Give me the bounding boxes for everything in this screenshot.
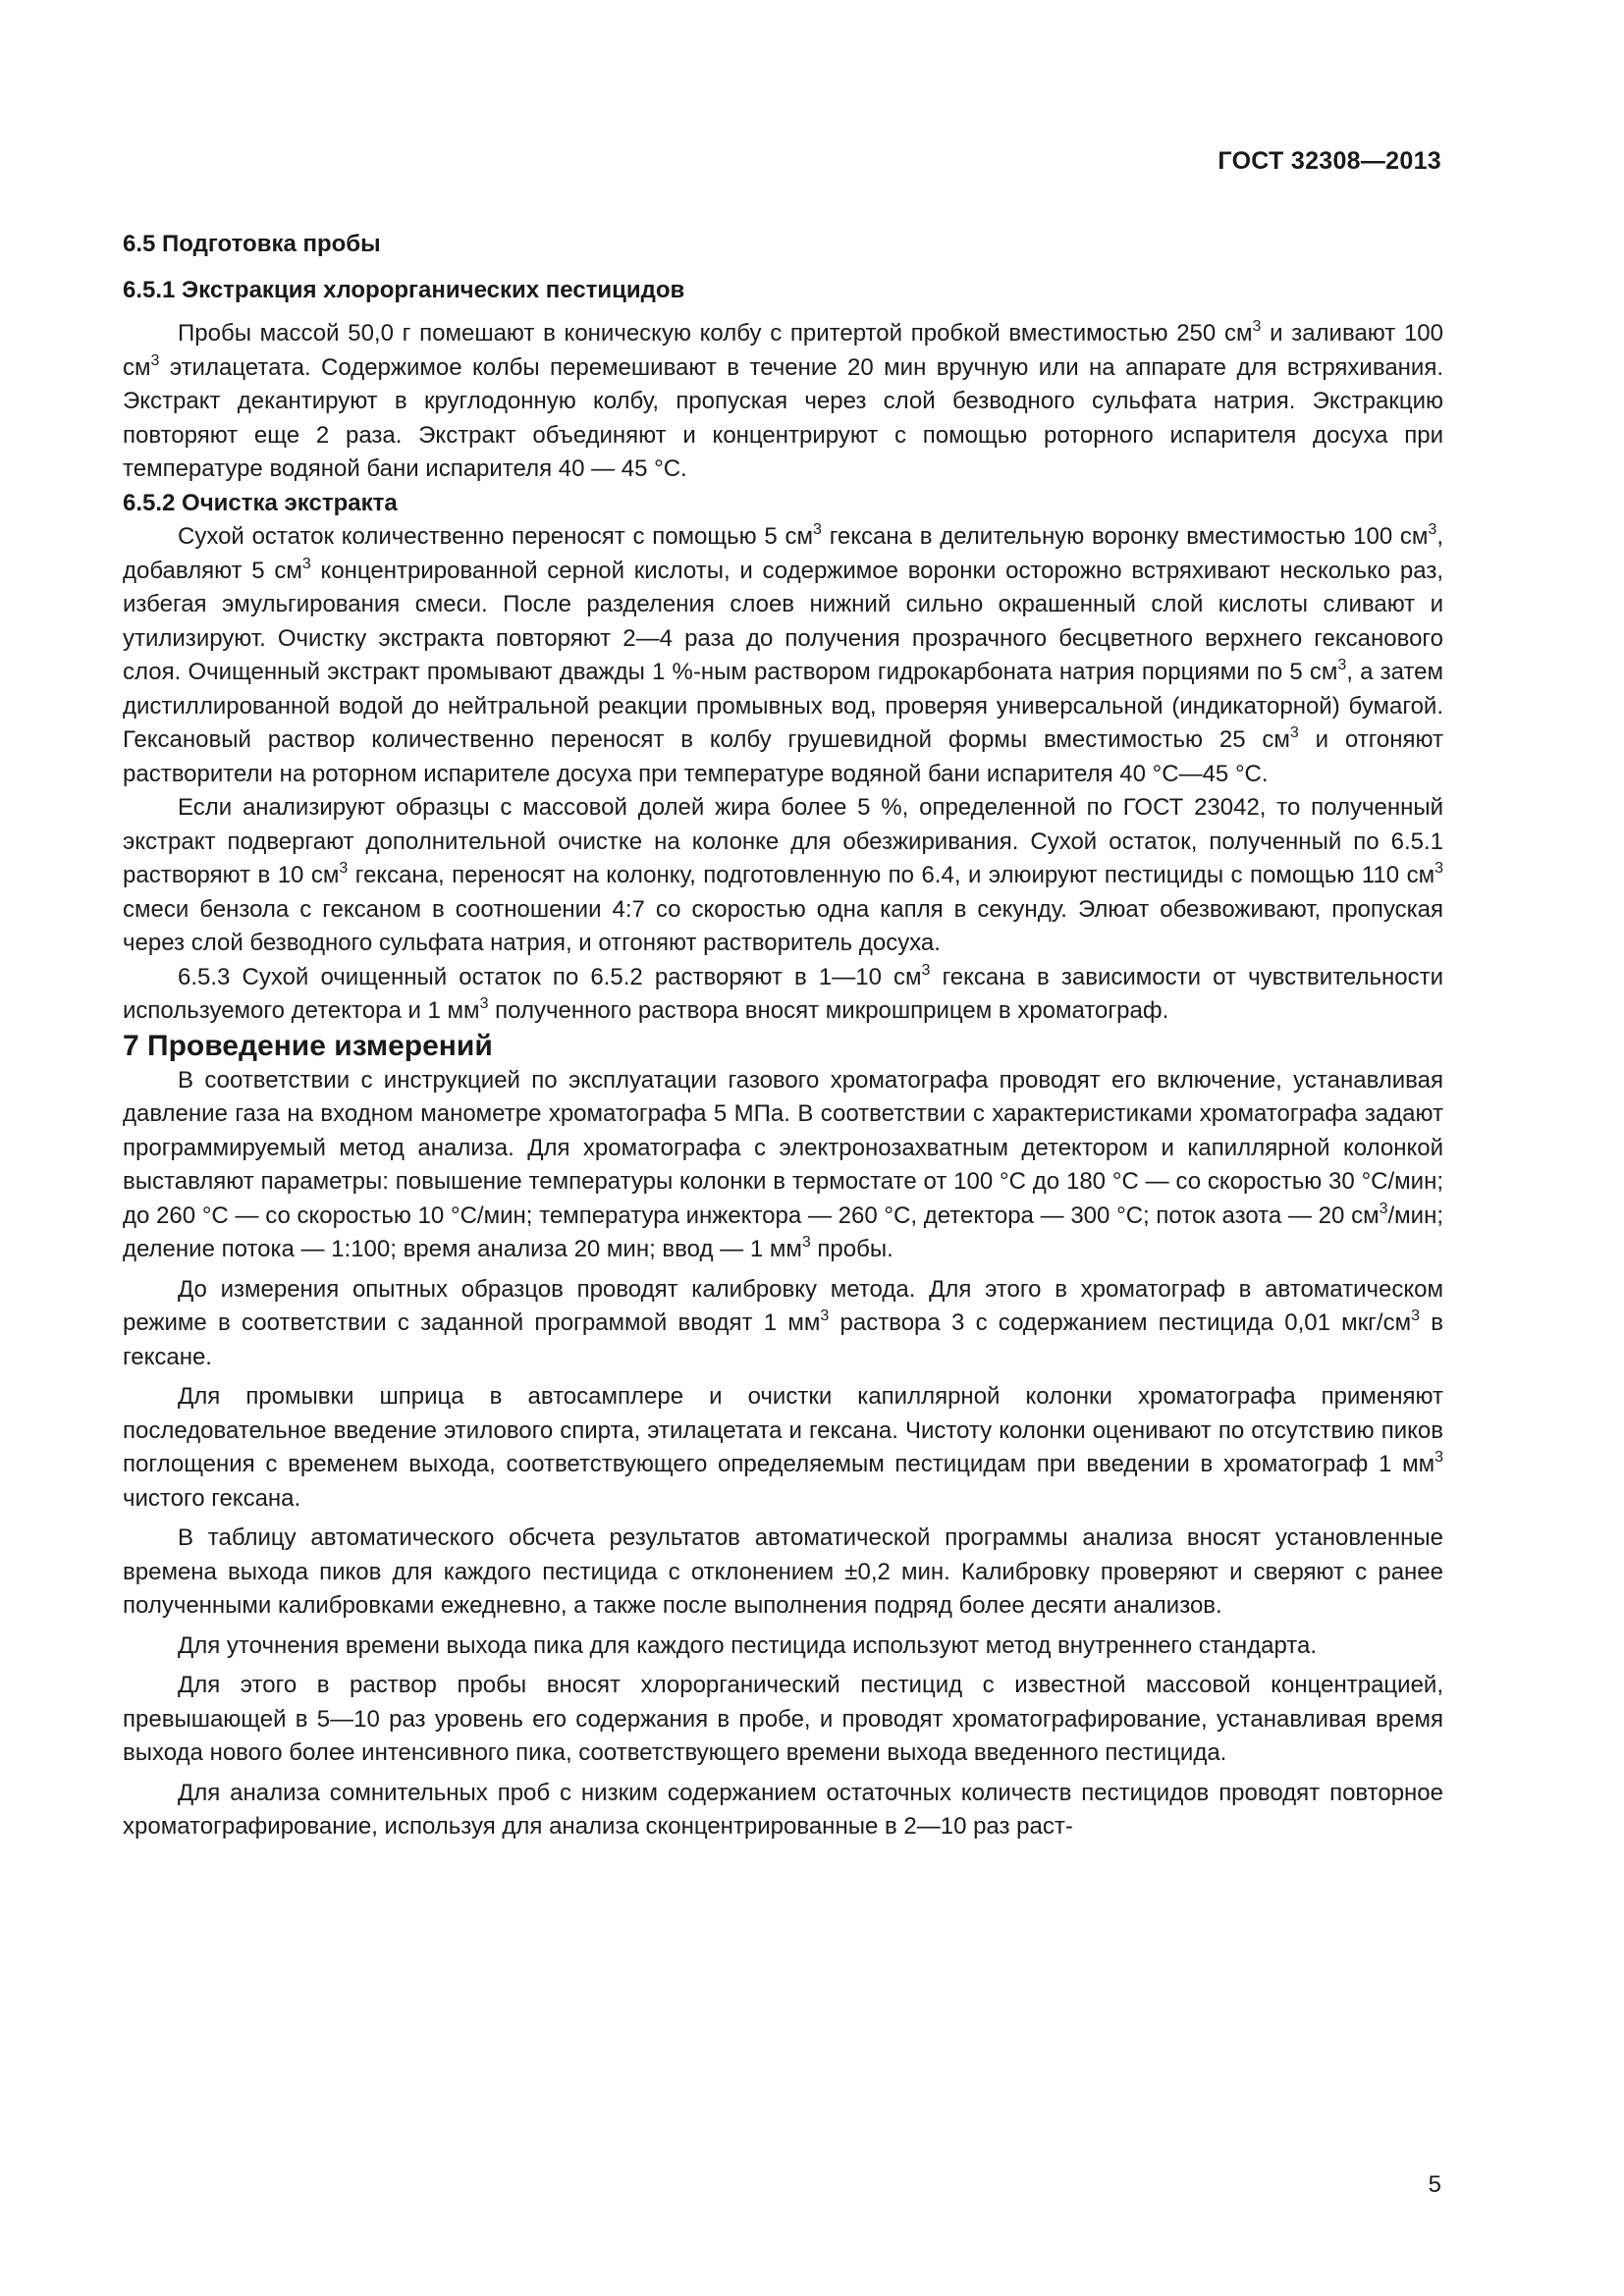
paragraph-6-5-2: Сухой остаток количественно переносят с помощью 5 $см^3$ гексана в делительную воронку вместимостью 100 $см^3$, добавляют 5 $см^3$ концентрированной серной кислоты, и содержимое воронки осторожно встряхивают несколько раз, избегая эмульгирования смеси. После разделения слоев нижний сильно окрашенный слой кислоты сливают и утилизируют. Очистку экстракта повторяют 2—4 раза до получения прозрачного бесцветного верхнего гексанового слоя. Очищенный экстракт промывают дважды 1 %-ным раствором гидрокарбоната натрия порциями по 5 $см^3$, а затем дистиллированной водой до нейтральной реакции промывных вод, проверяя универсальной (индикаторной) бумагой. Гексановый раствор количественно переносят в колбу грушевидной формы вместимостью 25 $см^3$ и отгоняют растворители на роторном испарителе досуха при температуре водяной бани испарителя 40 °С—45 °С. [123, 521, 1443, 787]
section-6-5-1-title: 6.5.1 Экстракция хлорорганических пестицидов [123, 276, 685, 303]
superscript: 3 [1435, 860, 1443, 877]
paragraph-7-4: В таблицу автоматического обсчета результатов автоматической программы анализа вносят установленные времена выхода пиков для каждого пестицида с отклонением ±0,2 мин. Калибровку проверяют и сверяют с ранее полученными калибровками ежедневно, а также после выполнения подряд более десяти анализов. [123, 1524, 1443, 1619]
superscript: 3 [1289, 724, 1299, 741]
superscript: 3 [1252, 318, 1262, 335]
page-number: 5 [1428, 2171, 1441, 2198]
superscript: 3 [1411, 1308, 1420, 1324]
superscript: 3 [813, 521, 822, 538]
paragraph-7-2: До измерения опытных образцов проводят калибровку метода. Для этого в хроматограф в автоматическом режиме в соответствии с заданной программой вводят 1 $мм^3$ раствора 3 с содержанием пестицида 0,01 мкг/$см^3$ в гексане. [123, 1275, 1443, 1370]
superscript: 3 [301, 555, 311, 572]
section-7-title: 7 Проведение измерений [123, 1029, 493, 1062]
superscript: 3 [820, 1308, 830, 1324]
superscript: 3 [1435, 1449, 1443, 1466]
paragraph-6-5-3: 6.5.3 Сухой очищенный остаток по 6.5.2 растворяют в 1—10 $см^3$ гексана в зависимости от чувствительности используемого детектора и 1 $мм^3$ полученного раствора вносят микрошприцем в хроматограф. [123, 961, 1443, 1024]
superscript: 3 [1428, 521, 1437, 538]
superscript: 3 [801, 1234, 811, 1251]
paragraph-7-3: Для промывки шприца в автосамплере и очистки капиллярной колонки хроматографа применяют последовательное введение этилового спирта, этилацетата и гексана. Чистоту колонки оценивают по отсутствию пиков поглощения с временем выхода, соответствующего определяемым пестицидам при введении в хроматограф 1 $мм^3$ чистого гексана. [123, 1383, 1443, 1512]
paragraph-7-5: Для уточнения времени выхода пика для каждого пестицида используют метод внутреннего стандарта. [178, 1631, 1318, 1659]
superscript: 3 [150, 351, 160, 369]
superscript: 3 [339, 860, 349, 877]
superscript: 3 [1379, 1200, 1388, 1217]
superscript: 3 [479, 995, 489, 1012]
paragraph-7-1: В соответствии с инструкцией по эксплуатации газового хроматографа проводят его включение, устанавливая давление газа на входном манометре хроматографа 5 МПа. В соответствии с характеристиками хроматографа задают программируемый метод анализа. Для хроматографа с электронозахватным детектором и капиллярной колонкой выставляют параметры: повышение температуры колонки в термостате от 100 °С до 180 °С — со скоростью 30 °С/мин; до 260 °С — со скоростью 10 °С/мин; температура инжектора — 260 °С, детектора — 300 °С; поток азота — 20 $см^3$/мин; деление потока — 1:100; время анализа 20 мин; ввод — 1 $мм^3$ пробы. [123, 1066, 1443, 1262]
paragraph-7-6: Для этого в раствор пробы вносят хлорорганический пестицид с известной массовой концентрацией, превышающей в 5—10 раз уровень его содержания в пробе, и проводят хроматографирование, устанавливая время выхода нового более интенсивного пика, соответствующего времени выхода введенного пестицида. [123, 1672, 1443, 1766]
page-body [123, 228, 1443, 1844]
section-6-5-2-title: 6.5.2 Очистка экстракта [123, 489, 398, 516]
document-id: ГОСТ 32308—2013 [1218, 147, 1441, 175]
superscript: 3 [1337, 657, 1347, 673]
section-6-5-title: 6.5 Подготовка пробы [123, 231, 381, 257]
superscript: 3 [921, 961, 931, 979]
paragraph-6-5-1: Пробы массой 50,0 г помешают в коническую колбу с притертой пробкой вместимостью 250 $см^3$ и заливают 100 $см^3$ этилацетата. Содержимое колбы перемешивают в течение 20 мин вручную или на аппарате для встряхивания. Экстракт декантируют в круглодонную колбу, пропуская через слой безводного сульфата натрия. Экстракцию повторяют еще 2 раза. Экстракт объединяют и концентрируют с помощью роторного испарителя досуха при температуре водяной бани испарителя 40 — 45 °С. [123, 318, 1444, 482]
paragraph-7-7: Для анализа сомнительных проб с низким содержанием остаточных количеств пестицидов проводят повторное хроматографирование, используя для анализа сконцентрированные в 2—10 раз раст- [123, 1779, 1443, 1840]
paragraph-fat-content: Если анализируют образцы с массовой долей жира более 5 %, определенной по ГОСТ 23042, то полученный экстракт подвергают дополнительной очистке на колонке для обезжиривания. Сухой остаток, полученный по 6.5.1 растворяют в 10 $см^3$ гексана, переносят на колонку, подготовленную по 6.4, и элюируют пестициды с помощью 110 $см^3$ смеси бензола с гексаном в соотношении 4:7 со скоростью одна капля в секунду. Элюат обезвоживают, пропуская через слой безводного сульфата натрия, и отгоняют растворитель досуха. [123, 794, 1443, 956]
